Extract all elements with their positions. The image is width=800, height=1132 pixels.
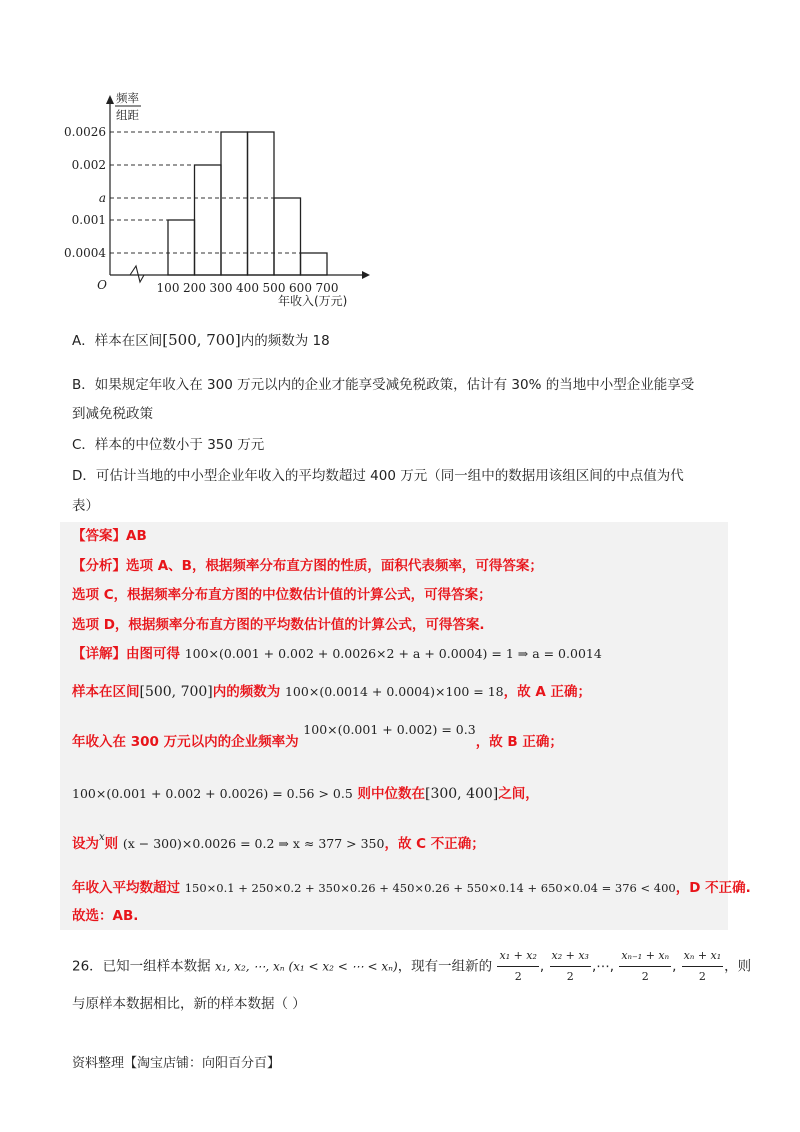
final-choice: 故选：AB. — [72, 908, 139, 924]
b-check-end: ，故 B 正确； — [475, 734, 563, 750]
a-check-interval: [500, 700] — [139, 684, 213, 700]
a-check-formula: 100×(0.0014 + 0.0004)×100 = 18 — [284, 684, 504, 699]
analysis-line-3: 选项 D，根据频率分布直方图的平均数估计值的计算公式，可得答案. — [72, 617, 485, 633]
x-tick-label: 700 — [315, 281, 339, 295]
d-check-end: ，D 不正确. — [675, 880, 751, 896]
q26-end: ，则 — [724, 958, 752, 975]
x-tick-label: 300 — [209, 281, 233, 295]
analysis-line-2: 选项 C，根据频率分布直方图的中位数估计值的计算公式，可得答案； — [72, 587, 492, 603]
q26-f1-num: x₁ + x₂ — [497, 946, 538, 967]
d-check-label: 年收入平均数超过 — [72, 880, 180, 896]
histogram-bar — [301, 253, 328, 275]
chart-bars — [168, 132, 327, 275]
x-tick-label: 200 — [183, 281, 206, 295]
answer-block — [60, 522, 751, 930]
analysis-line-1: 【分析】选项 A、B，根据频率分布直方图的性质，面积代表频率，可得答案； — [72, 558, 543, 574]
x-axis-label: 年收入(万元) — [278, 294, 348, 308]
footer-source: 资料整理【淘宝店铺：向阳百分百】 — [72, 1056, 281, 1071]
option-b-check — [72, 720, 563, 750]
option-c: C．样本的中位数小于 350 万元 — [72, 437, 265, 453]
q26-f4-num: xₙ + x₁ — [682, 946, 724, 967]
c1-end: 之间， — [498, 786, 539, 802]
q26-f2-num: x₂ + x₃ — [550, 946, 591, 967]
histogram-chart — [60, 90, 380, 310]
option-d-line2: 表） — [72, 498, 99, 514]
option-b-line1: B．如果规定年收入在 300 万元以内的企业才能享受减免税政策，估计有 30% 的当地中小型企业能享受 — [72, 377, 695, 393]
y-tick-label: a — [98, 191, 106, 205]
x-tick-label: 500 — [262, 281, 286, 295]
chart-guides — [110, 132, 301, 253]
y-tick-label: 0.0004 — [64, 246, 106, 260]
q26-mid: ，现有一组新的 — [397, 958, 493, 975]
c1-formula: 100×(0.001 + 0.002 + 0.0026) = 0.56 > 0.5 — [72, 786, 353, 801]
a-check-end: ，故 A 正确； — [503, 684, 591, 700]
a-check-label: 样本在区间 — [72, 684, 140, 700]
q26-fraction-1 — [497, 946, 538, 987]
x-tick-label: 100 — [156, 281, 180, 295]
option-a — [72, 330, 330, 351]
b-check-formula: 100×(0.001 + 0.002) = 0.3 — [303, 722, 476, 737]
option-a-suffix: 内的频数为 18 — [240, 333, 330, 349]
option-b-line2: 到减免税政策 — [72, 406, 153, 422]
q26-f1-den: 2 — [514, 970, 522, 983]
histogram-bar — [168, 220, 195, 275]
q26-f4-den: 2 — [698, 970, 706, 983]
d-check-formula: 150×0.1 + 250×0.2 + 350×0.26 + 450×0.26 + 550×0.14 + 650×0.04 = 376 < 400 — [184, 881, 676, 895]
y-axis-label-bottom: 组距 — [116, 108, 139, 122]
y-axis-label-top: 频率 — [116, 91, 139, 105]
option-a-check — [72, 682, 591, 702]
c2-var: x — [99, 832, 105, 843]
q26-f3-den: 2 — [641, 970, 649, 983]
x-tick-label: 600 — [289, 281, 312, 295]
option-c-check-2 — [72, 834, 485, 856]
y-axis-arrow — [106, 95, 114, 104]
y-tick-label: 0.002 — [71, 158, 106, 172]
x-tick-label: 400 — [236, 281, 259, 295]
option-a-interval: [500, 700] — [162, 331, 241, 349]
y-tick-label: 0.0026 — [64, 125, 106, 139]
histogram-bar — [221, 132, 248, 275]
c2-then: 则 — [104, 836, 119, 852]
c2-formula: (x − 300)×0.0026 = 0.2 ⇒ x ≈ 377 > 350 — [122, 836, 385, 851]
y-tick-label: 0.001 — [71, 213, 106, 227]
question-26-line2: 与原样本数据相比，新的样本数据（ ） — [72, 996, 306, 1012]
c2-end: ，故 C 不正确； — [384, 836, 485, 852]
c2-label: 设为 — [72, 836, 99, 852]
q26-data-seq: x₁, x₂, ⋯, xₙ (x₁ < x₂ < ⋯ < xₙ) — [214, 959, 398, 974]
q26-fraction-4 — [682, 946, 724, 987]
b-check-label: 年收入在 300 万元以内的企业频率为 — [72, 734, 299, 750]
q26-fraction-3 — [619, 946, 671, 987]
a-check-mid: 内的频数为 — [212, 684, 281, 700]
detail-label: 【详解】由图可得 — [72, 646, 180, 662]
q26-f2-den: 2 — [566, 970, 574, 983]
option-d-line1: D．可估计当地的中小型企业年收入的平均数超过 400 万元（同一组中的数据用该组区间的中点值为代 — [72, 468, 684, 484]
c1-mid: 则中位数在 — [357, 786, 425, 802]
axis-break-icon — [130, 266, 144, 282]
answer-line: 【答案】AB — [72, 528, 147, 544]
c1-interval: [300, 400] — [425, 786, 499, 802]
q26-prefix: 26．已知一组样本数据 — [72, 958, 211, 975]
detail-line — [72, 644, 602, 664]
x-axis-arrow — [362, 271, 370, 279]
histogram-bar — [274, 198, 301, 275]
option-c-check-1 — [72, 784, 539, 804]
q26-fraction-2 — [550, 946, 591, 987]
question-26-line1: 26．已知一组样本数据 x₁, x₂, ⋯, xₙ (x₁ < x₂ < ⋯ < xₙ)，现有一组新的 $\frac{\text{x₁ + x₂}}{2}$ , $\frac{\text{x₂ + x₃}}{2}$ ,⋯, $\frac{\text{xₙ₋₁ + xₙ}}{2}$ , $\frac{\text{xₙ + x₁}}{2}$ ，则 — [72, 946, 751, 987]
option-d-check — [72, 878, 751, 898]
chart-axes — [106, 95, 370, 282]
histogram-bar — [248, 132, 275, 275]
histogram-bar — [195, 165, 222, 275]
origin-label: O — [97, 278, 107, 292]
detail-formula: 100×(0.001 + 0.002 + 0.0026×2 + a + 0.0004) = 1 ⇒ a = 0.0014 — [184, 646, 602, 661]
q26-f3-num: xₙ₋₁ + xₙ — [619, 946, 671, 967]
option-a-prefix: A．样本在区间 — [72, 333, 163, 349]
